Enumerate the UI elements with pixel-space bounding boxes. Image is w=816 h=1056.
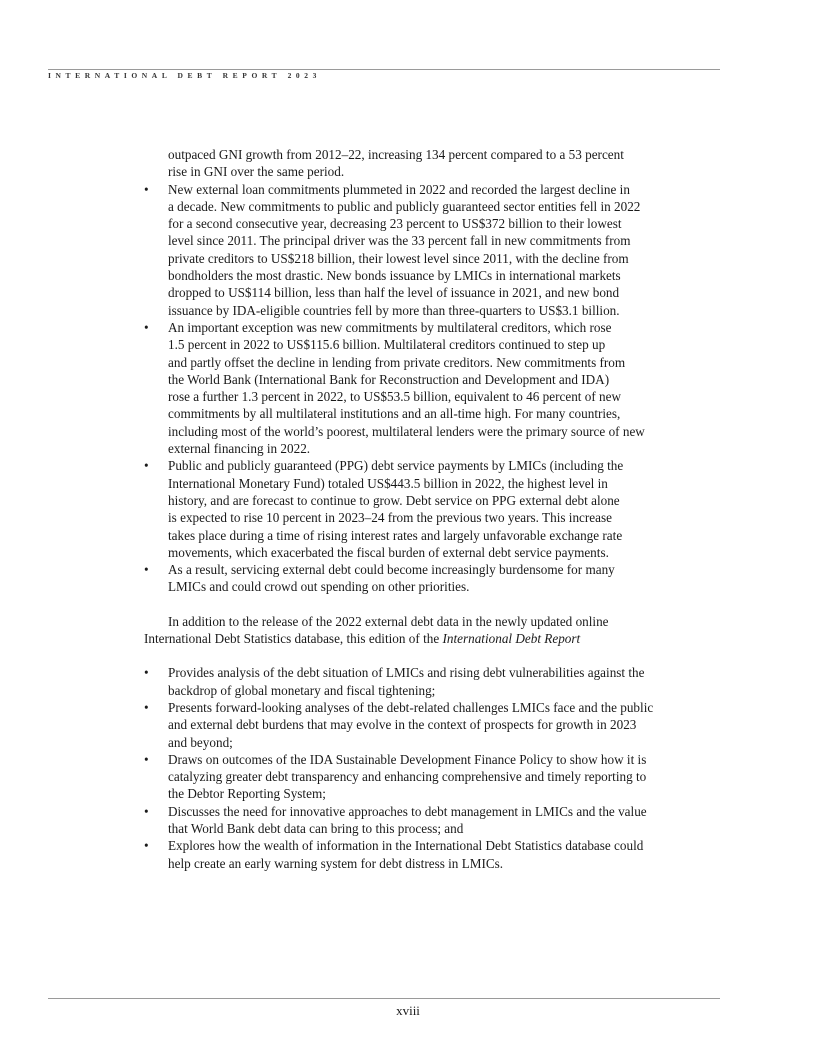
continuation-text: [144, 146, 724, 181]
text-line: An important exception was new commitments by multilateral creditors, which rose: [168, 319, 612, 335]
report-title-italic: International Debt Report: [442, 631, 581, 647]
intro-paragraph: [144, 613, 724, 648]
bullet-item: [144, 699, 724, 751]
text-line: Draws on outcomes of the IDA Sustainable Development Finance Policy to show how it is: [168, 751, 647, 767]
bullet-icon: •: [144, 181, 149, 197]
text-line: International Monetary Fund) totaled US$443.5 billion in 2022, the highest level in: [168, 475, 608, 491]
text-line: backdrop of global monetary and fiscal tightening;: [168, 682, 436, 698]
text-line: Discusses the need for innovative approaches to debt management in LMICs and the value: [168, 803, 647, 819]
bullet-item: [144, 803, 724, 838]
bullet-item: [144, 319, 724, 457]
bullet-icon: •: [144, 838, 149, 854]
bullet-item: [144, 561, 724, 596]
bullet-item: [144, 181, 724, 319]
header-rule: [48, 69, 720, 70]
bullet-item: [144, 664, 724, 699]
text-line: [144, 630, 724, 647]
text-span: International Debt Statistics database, this edition of the: [144, 631, 443, 647]
bullet-list-findings: [144, 181, 724, 596]
text-line: private creditors to US$218 billion, their lowest level since 2011, with the decline from: [168, 250, 629, 266]
spacer: [144, 647, 724, 664]
spacer: [144, 596, 724, 613]
text-line: bondholders the most drastic. New bonds issuance by LMICs in international markets: [168, 268, 621, 284]
text-line: takes place during a time of rising interest rates and largely unfavorable exchange rate: [168, 527, 623, 543]
bullet-icon: •: [144, 699, 149, 715]
text-line: rise in GNI over the same period.: [168, 164, 345, 180]
text-line: 1.5 percent in 2022 to US$115.6 billion. Multilateral creditors continued to step up: [168, 337, 606, 353]
text-line: catalyzing greater debt transparency and enhancing comprehensive and timely reporting to: [168, 769, 647, 785]
body-text: [144, 146, 724, 872]
bullet-icon: •: [144, 562, 149, 578]
text-line: is expected to rise 10 percent in 2023–24 from the previous two years. This increase: [168, 510, 612, 526]
text-line: dropped to US$114 billion, less than half the level of issuance in 2021, and new bond: [168, 285, 620, 301]
text-line: Provides analysis of the debt situation of LMICs and rising debt vulnerabilities against the: [168, 665, 645, 681]
text-line: rose a further 1.3 percent in 2022, to US$53.5 billion, equivalent to 46 percent of new: [168, 389, 622, 405]
text-line: Explores how the wealth of information in the International Debt Statistics database could: [168, 838, 644, 854]
bullet-item: [144, 457, 724, 561]
text-line: Public and publicly guaranteed (PPG) debt service payments by LMICs (including the: [168, 458, 624, 474]
text-line: for a second consecutive year, decreasing 23 percent to US$372 billion to their lowest: [168, 216, 622, 232]
bullet-icon: •: [144, 665, 149, 681]
bullet-icon: •: [144, 803, 149, 819]
text-line: As a result, servicing external debt could become increasingly burdensome for many: [168, 562, 615, 578]
footer-rule: [48, 998, 720, 999]
text-line: issuance by IDA-eligible countries fell by more than three-quarters to US$3.1 billion.: [168, 302, 620, 318]
text-line: LMICs and could crowd out spending on other priorities.: [168, 579, 470, 595]
text-line: external financing in 2022.: [168, 441, 311, 457]
text-line: a decade. New commitments to public and publicly guaranteed sector entities fell in 2022: [168, 198, 641, 214]
bullet-item: [144, 751, 724, 803]
text-line: including most of the world’s poorest, multilateral lenders were the primary source of new: [168, 423, 645, 439]
text-line: history, and are forecast to continue to grow. Debt service on PPG external debt alone: [168, 492, 620, 508]
text-line: and beyond;: [168, 734, 233, 750]
text-line: level since 2011. The principal driver was the 33 percent fall in new commitments from: [168, 233, 631, 249]
bullet-icon: •: [144, 751, 149, 767]
text-line: the World Bank (International Bank for Reconstruction and Development and IDA): [168, 371, 610, 387]
bullet-icon: •: [144, 458, 149, 474]
running-head: INTERNATIONAL DEBT REPORT 2023: [48, 71, 321, 80]
text-line: the Debtor Reporting System;: [168, 786, 326, 802]
text-line: Presents forward-looking analyses of the debt-related challenges LMICs face and the public: [168, 699, 654, 715]
text-line: that World Bank debt data can bring to this process; and: [168, 820, 464, 836]
text-line: and external debt burdens that may evolve in the context of prospects for growth in 2023: [168, 717, 637, 733]
text-line: In addition to the release of the 2022 external debt data in the newly updated online: [168, 613, 609, 629]
bullet-item: [144, 837, 724, 872]
text-line: movements, which exacerbated the fiscal burden of external debt service payments.: [168, 544, 609, 560]
text-line: help create an early warning system for debt distress in LMICs.: [168, 855, 504, 871]
page-number: xviii: [396, 1003, 420, 1018]
text-line: commitments by all multilateral institutions and an all-time high. For many countries,: [168, 406, 621, 422]
bullet-icon: •: [144, 319, 149, 335]
text-line: New external loan commitments plummeted in 2022 and recorded the largest decline in: [168, 181, 630, 197]
bullet-list-contents: [144, 664, 724, 872]
text-line: outpaced GNI growth from 2012–22, increasing 134 percent compared to a 53 percent: [168, 147, 624, 162]
text-line: and partly offset the decline in lending from private creditors. New commitments from: [168, 354, 626, 370]
